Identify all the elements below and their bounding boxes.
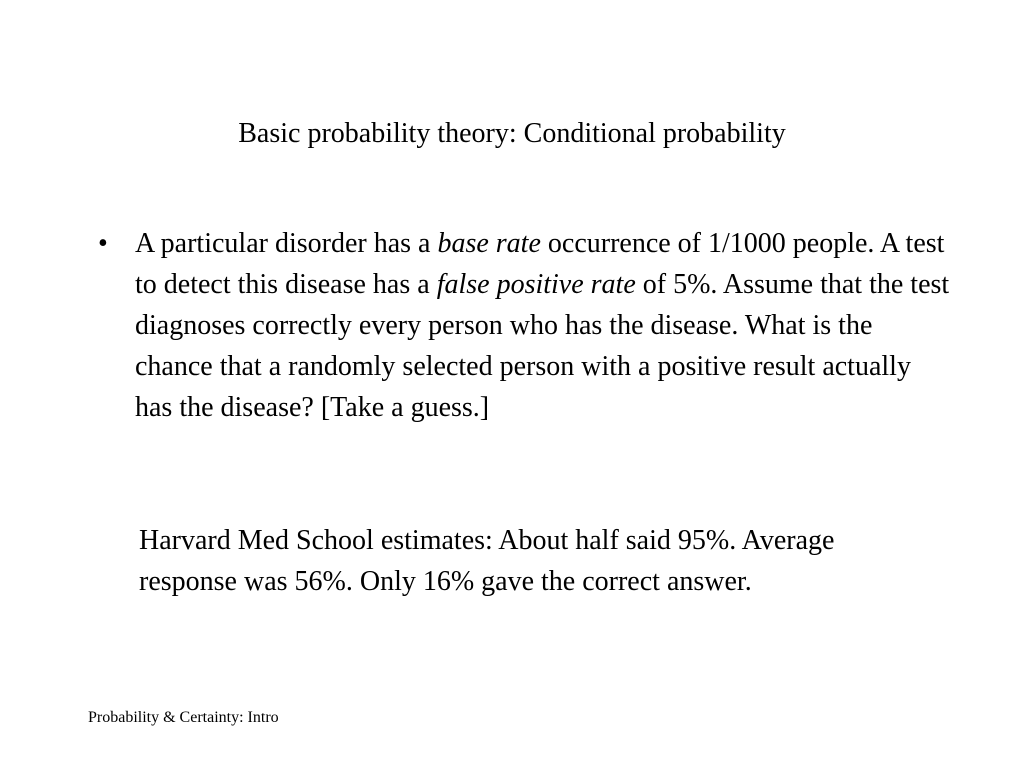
followup-paragraph: Harvard Med School estimates: About half said 95%. Average response was 56%. Only 16% gave the correct answer. (139, 525, 835, 597)
bullet-text (135, 223, 950, 428)
bullet-text-part-1: A particular disorder has a (135, 228, 438, 259)
base-rate-term: base rate (437, 228, 541, 259)
bullet-item (98, 223, 958, 428)
bullet-marker: • (98, 228, 108, 259)
bullet-text-part-3: of 5%. Assume that the test diagnoses correctly every person who has the disease. What is the chance that a randomly selected person with a positive result actually has the disease? [Take a guess.] (135, 269, 950, 423)
false-positive-rate-term: false positive rate (436, 269, 636, 300)
slide-title: Basic probability theory: Conditional probability (238, 118, 786, 149)
slide-footer: Probability & Certainty: Intro (88, 709, 279, 726)
bullet-text-part-2: occurrence of 1/1000 people. A test to detect this disease has a (135, 228, 945, 300)
